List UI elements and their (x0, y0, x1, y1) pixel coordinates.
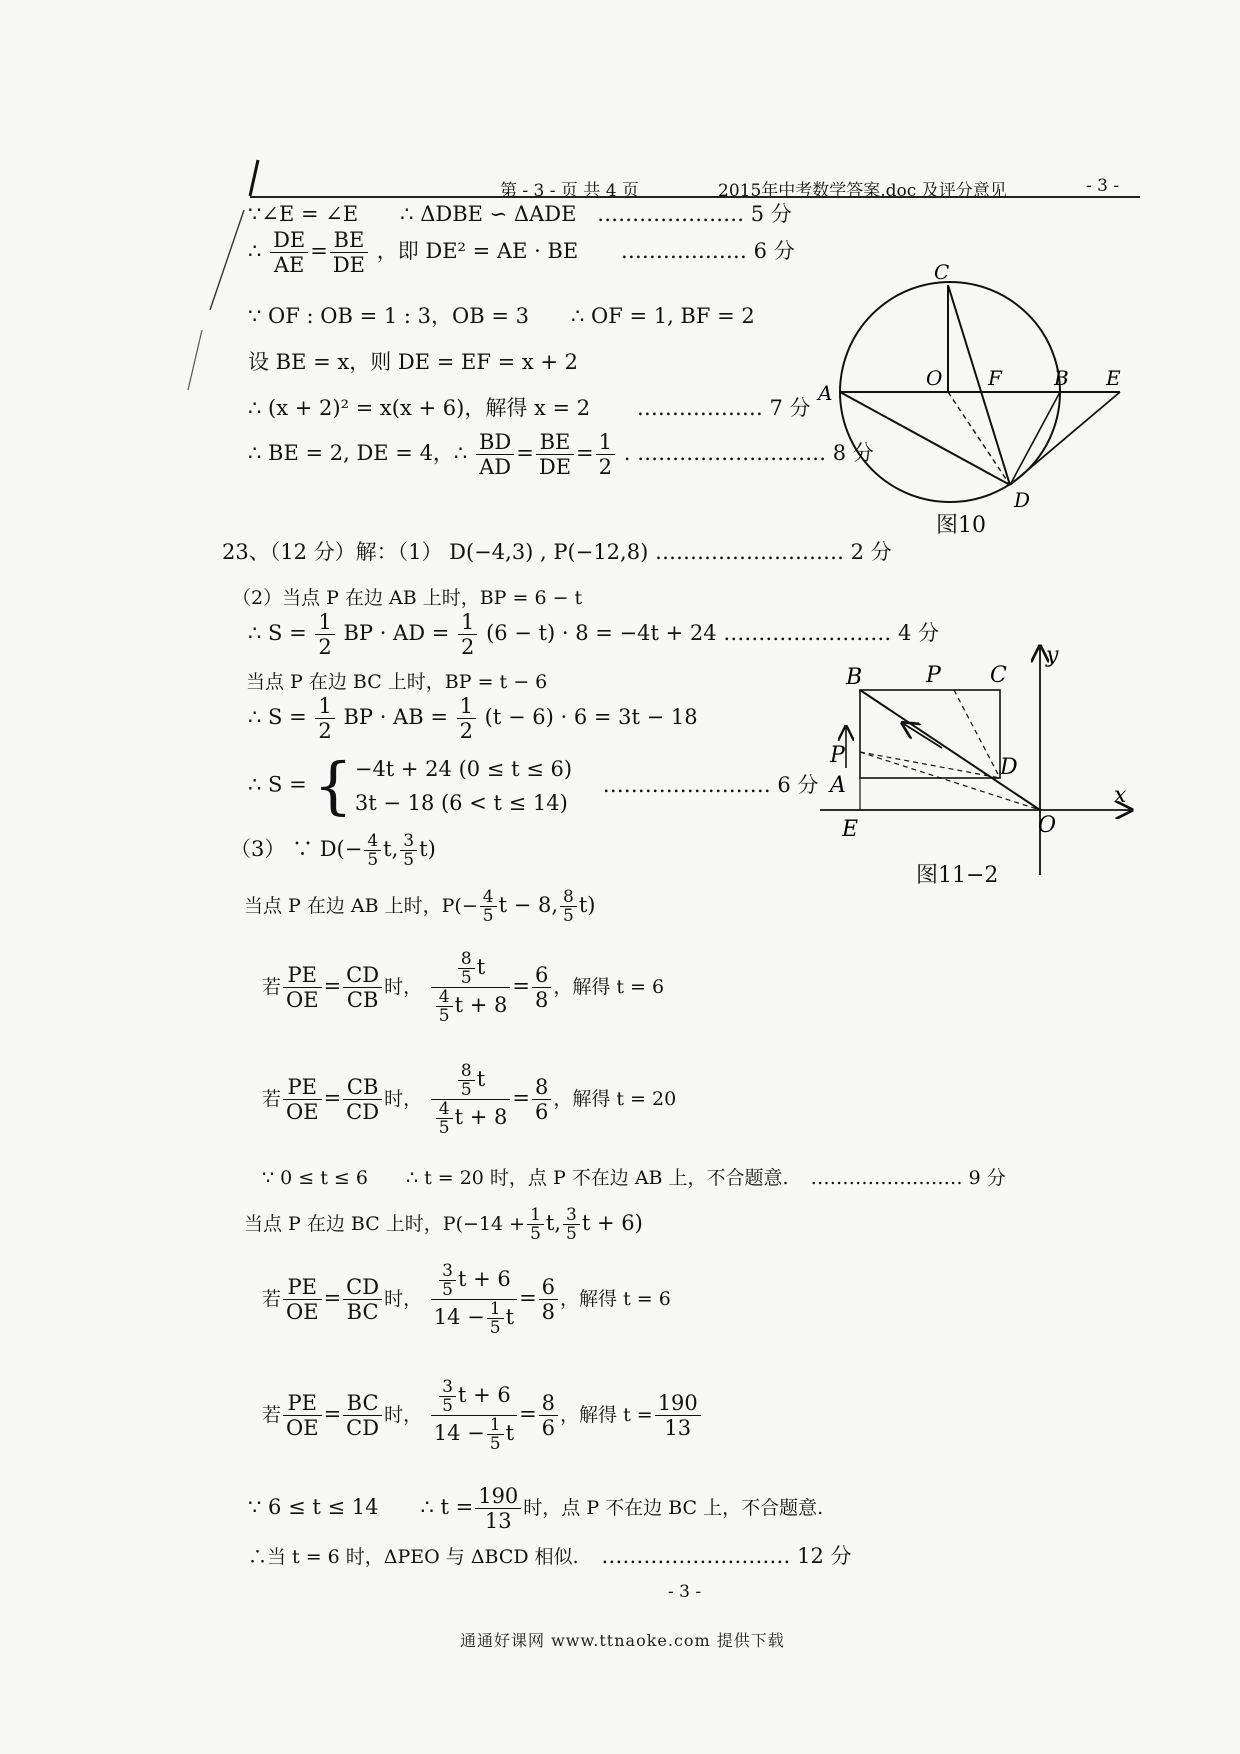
fraction: $\frac{1}{2}$ (315, 610, 334, 659)
score: …………………… 6 分 (602, 772, 819, 797)
label-x: x (1114, 783, 1127, 808)
complex-fraction: $\frac{3}{5}$ t + 6 14 − $\frac{1}{5}$ t (431, 1262, 517, 1337)
fraction: $\frac{1}{2}$ (457, 694, 476, 743)
label-C: C (934, 260, 950, 284)
fraction: $\frac{1}{2}$ (315, 694, 334, 743)
piecewise-cases (355, 752, 572, 820)
fraction: $\frac{CD}{CB}$ (343, 963, 382, 1012)
label-E: E (842, 817, 859, 842)
q22-line-4: 设 BE = x，则 DE = EF = x + 2 (248, 350, 579, 374)
figure-11-2-caption: 图11−2 (916, 863, 999, 888)
fraction: $\frac{3}{5}$ (563, 1206, 580, 1243)
q22-line-6: ∴ BE = 2, DE = 4，∴ $\frac{BD}{AD}$ = $\frac{BE}{DE}$ = $\frac{1}{2}$ . ……………………… 8 分 (248, 430, 874, 479)
line-ED (1010, 392, 1120, 485)
fraction: $\frac{PE}{OE}$ (283, 1391, 322, 1440)
q23-reject-1: ∵ 0 ≤ t ≤ 6 ∴ t = 20 时，点 P 不在边 AB 上，不合题意. …………………… 9 分 (262, 1167, 1006, 1189)
label-A: A (830, 773, 846, 798)
label-O: O (1038, 813, 1057, 838)
score: ……………………… 12 分 (601, 1544, 852, 1568)
line-BO (860, 690, 1040, 810)
fraction: $\frac{190}{13}$ (475, 1484, 521, 1533)
header-rule (250, 196, 1140, 198)
fraction: $\frac{3}{5}$ (400, 832, 417, 869)
q22-line-3: ∵ OF : OB = 1 : 3，OB = 3 ∴ OF = 1, BF = 2 (248, 304, 755, 328)
q23-part4: 当点 P 在边 BC 上时，P(−14 + $\frac{1}{5}$ t, $\frac{3}{5}$ t + 6) (244, 1205, 643, 1244)
q22-line-1: ∵∠E = ∠E ∴ ΔDBE ∽ ΔADE ………………… 5 分 (248, 202, 792, 226)
score: ……………………… 2 分 (654, 540, 892, 564)
fraction: $\frac{1}{2}$ (596, 430, 615, 479)
fraction: $\frac{PE}{OE}$ (283, 1075, 322, 1124)
header-doc-title: 2015年中考数学答案.doc 及评分意见 (718, 181, 1007, 201)
header-page-mark: - 3 - (1086, 176, 1120, 196)
label-E: E (1106, 366, 1121, 390)
fraction: $\frac{1}{5}$ (527, 1206, 544, 1243)
fraction: $\frac{DE}{AE}$ (270, 228, 308, 277)
fraction: $\frac{BD}{AD}$ (476, 430, 514, 479)
complex-fraction: $\frac{8}{5}$ t $\frac{4}{5}$ t + 8 (431, 950, 511, 1025)
fraction: $\frac{190}{13}$ (655, 1391, 701, 1440)
q23-part2-e: ∴ S = { −4t + 24 (0 ≤ t ≤ 6) 3t − 18 (6 < t ≤ 14) …………………… 6 分 (248, 749, 819, 822)
q23-part3-a: （3） ∵ D(− $\frac{4}{5}$ t, $\frac{3}{5}$ t) (230, 831, 436, 870)
fraction: $\frac{8}{6}$ (539, 1391, 558, 1440)
q23-case-4: 若 $\frac{PE}{OE}$ = $\frac{BC}{CD}$ 时， $\frac{3}{5}$ t + 6 14 − $\frac{1}{5}$ t = $\frac{8}{6}$ ，解得 t = $\frac{190}{13}$ (262, 1378, 703, 1453)
label-P-top: P (926, 663, 941, 688)
figure-10-caption: 图10 (936, 513, 986, 538)
score: ……………… 7 分 (636, 396, 811, 420)
fraction: $\frac{6}{8}$ (532, 963, 551, 1012)
fraction: $\frac{CD}{BC}$ (343, 1275, 382, 1324)
label-B: B (846, 665, 863, 690)
score: …………………… 4 分 (723, 621, 940, 645)
label-B: B (1054, 366, 1069, 390)
fraction: $\frac{1}{2}$ (458, 610, 477, 659)
label-C: C (990, 663, 1007, 688)
fraction: $\frac{PE}{OE}$ (283, 963, 322, 1012)
complex-fraction: $\frac{3}{5}$ t + 6 14 − $\frac{1}{5}$ t (431, 1378, 517, 1453)
fraction: $\frac{4}{5}$ (364, 832, 381, 869)
line-OD-dashed (948, 392, 1010, 485)
score: ……………… 6 分 (620, 239, 795, 263)
q23-case-3: 若 $\frac{PE}{OE}$ = $\frac{CD}{BC}$ 时， $\frac{3}{5}$ t + 6 14 − $\frac{1}{5}$ t = $\frac{6}{8}$ ，解得 t = 6 (262, 1261, 671, 1338)
complex-fraction: $\frac{8}{5}$ t $\frac{4}{5}$ t + 8 (431, 1062, 511, 1137)
fraction: $\frac{6}{8}$ (539, 1275, 558, 1324)
q23-part2-b: ∴ S = $\frac{1}{2}$ BP · AD = $\frac{1}{2}$ (6 − t) · 8 = −4t + 24 …………………… 4 分 (248, 610, 940, 659)
q23-part3-b: 当点 P 在边 AB 上时，P(− $\frac{4}{5}$ t − 8, $\frac{8}{5}$ t) (244, 887, 596, 926)
line-BD (1010, 392, 1060, 485)
fraction: $\frac{CB}{CD}$ (343, 1075, 382, 1124)
fraction: $\frac{8}{6}$ (532, 1075, 551, 1124)
label-O: O (926, 366, 943, 390)
footer-page-number: - 3 - (668, 1582, 702, 1602)
label-F: F (988, 366, 1002, 390)
fraction: $\frac{4}{5}$ (480, 888, 497, 925)
line-PD-top (954, 690, 1000, 778)
label-D: D (1000, 755, 1018, 780)
q23-part1: 23、（12 分）解：（1） D(−4,3) , P(−12,8) ……………………… 2 分 (222, 540, 892, 564)
page-header (250, 172, 1140, 201)
q23-part2-d: ∴ S = $\frac{1}{2}$ BP · AB = $\frac{1}{2}$ (t − 6) · 6 = 3t − 18 (248, 694, 698, 743)
q23-part2-a: （2）当点 P 在边 AB 上时，BP = 6 − t (232, 587, 583, 609)
fraction: $\frac{BE}{DE}$ (536, 430, 574, 479)
q23-conclusion: ∴当 t = 6 时，ΔPEO 与 ΔBCD 相似. ……………………… 12 分 (248, 1544, 852, 1568)
label-D: D (1014, 488, 1031, 512)
q23-case-2: 若 $\frac{PE}{OE}$ = $\frac{CB}{CD}$ 时， $\frac{8}{5}$ t $\frac{4}{5}$ t + 8 = $\frac{8}{6}$ ，解得 t = 20 (262, 1061, 677, 1138)
footer-source: 通通好课网 www.ttnaoke.com 提供下载 (460, 1631, 785, 1650)
score: …………………… 9 分 (810, 1167, 1006, 1189)
fraction: $\frac{PE}{OE}$ (283, 1275, 322, 1324)
case-1: −4t + 24 (0 ≤ t ≤ 6) (354, 757, 573, 781)
q23-part2-c: 当点 P 在边 BC 上时，BP = t − 6 (246, 671, 548, 693)
motion-arrow (904, 724, 942, 748)
q23-case-1: 若 $\frac{PE}{OE}$ = $\frac{CD}{CB}$ 时， $\frac{8}{5}$ t $\frac{4}{5}$ t + 8 = $\frac{6}{8}$ ，解得 t = 6 (262, 949, 665, 1026)
label-A: A (818, 381, 833, 405)
label-P-left: P (830, 743, 845, 768)
q22-line-5: ∴ (x + 2)² = x(x + 6)，解得 x = 2 ……………… 7 分 (248, 396, 811, 420)
fraction: $\frac{BC}{CD}$ (343, 1391, 382, 1440)
figure-11-2 (820, 640, 1140, 880)
header-page-info: 第 - 3 - 页 共 4 页 (500, 181, 639, 201)
label-y: y (1046, 643, 1059, 668)
q22-line-2: ∴ $\frac{DE}{AE}$ = $\frac{BE}{DE}$ ，即 DE² = AE · BE ……………… 6 分 (248, 228, 795, 277)
case-2: 3t − 18 (6 < t ≤ 14) (354, 791, 568, 815)
score: . ……………………… 8 分 (623, 441, 874, 465)
brace-glyph: { (313, 749, 353, 822)
fraction: $\frac{BE}{DE}$ (330, 228, 368, 277)
score: ………………… 5 分 (597, 202, 792, 226)
q23-reject-2: ∵ 6 ≤ t ≤ 14 ∴ t = $\frac{190}{13}$ 时，点 P 不在边 BC 上，不合题意. (248, 1484, 824, 1533)
fraction: $\frac{8}{5}$ (560, 888, 577, 925)
